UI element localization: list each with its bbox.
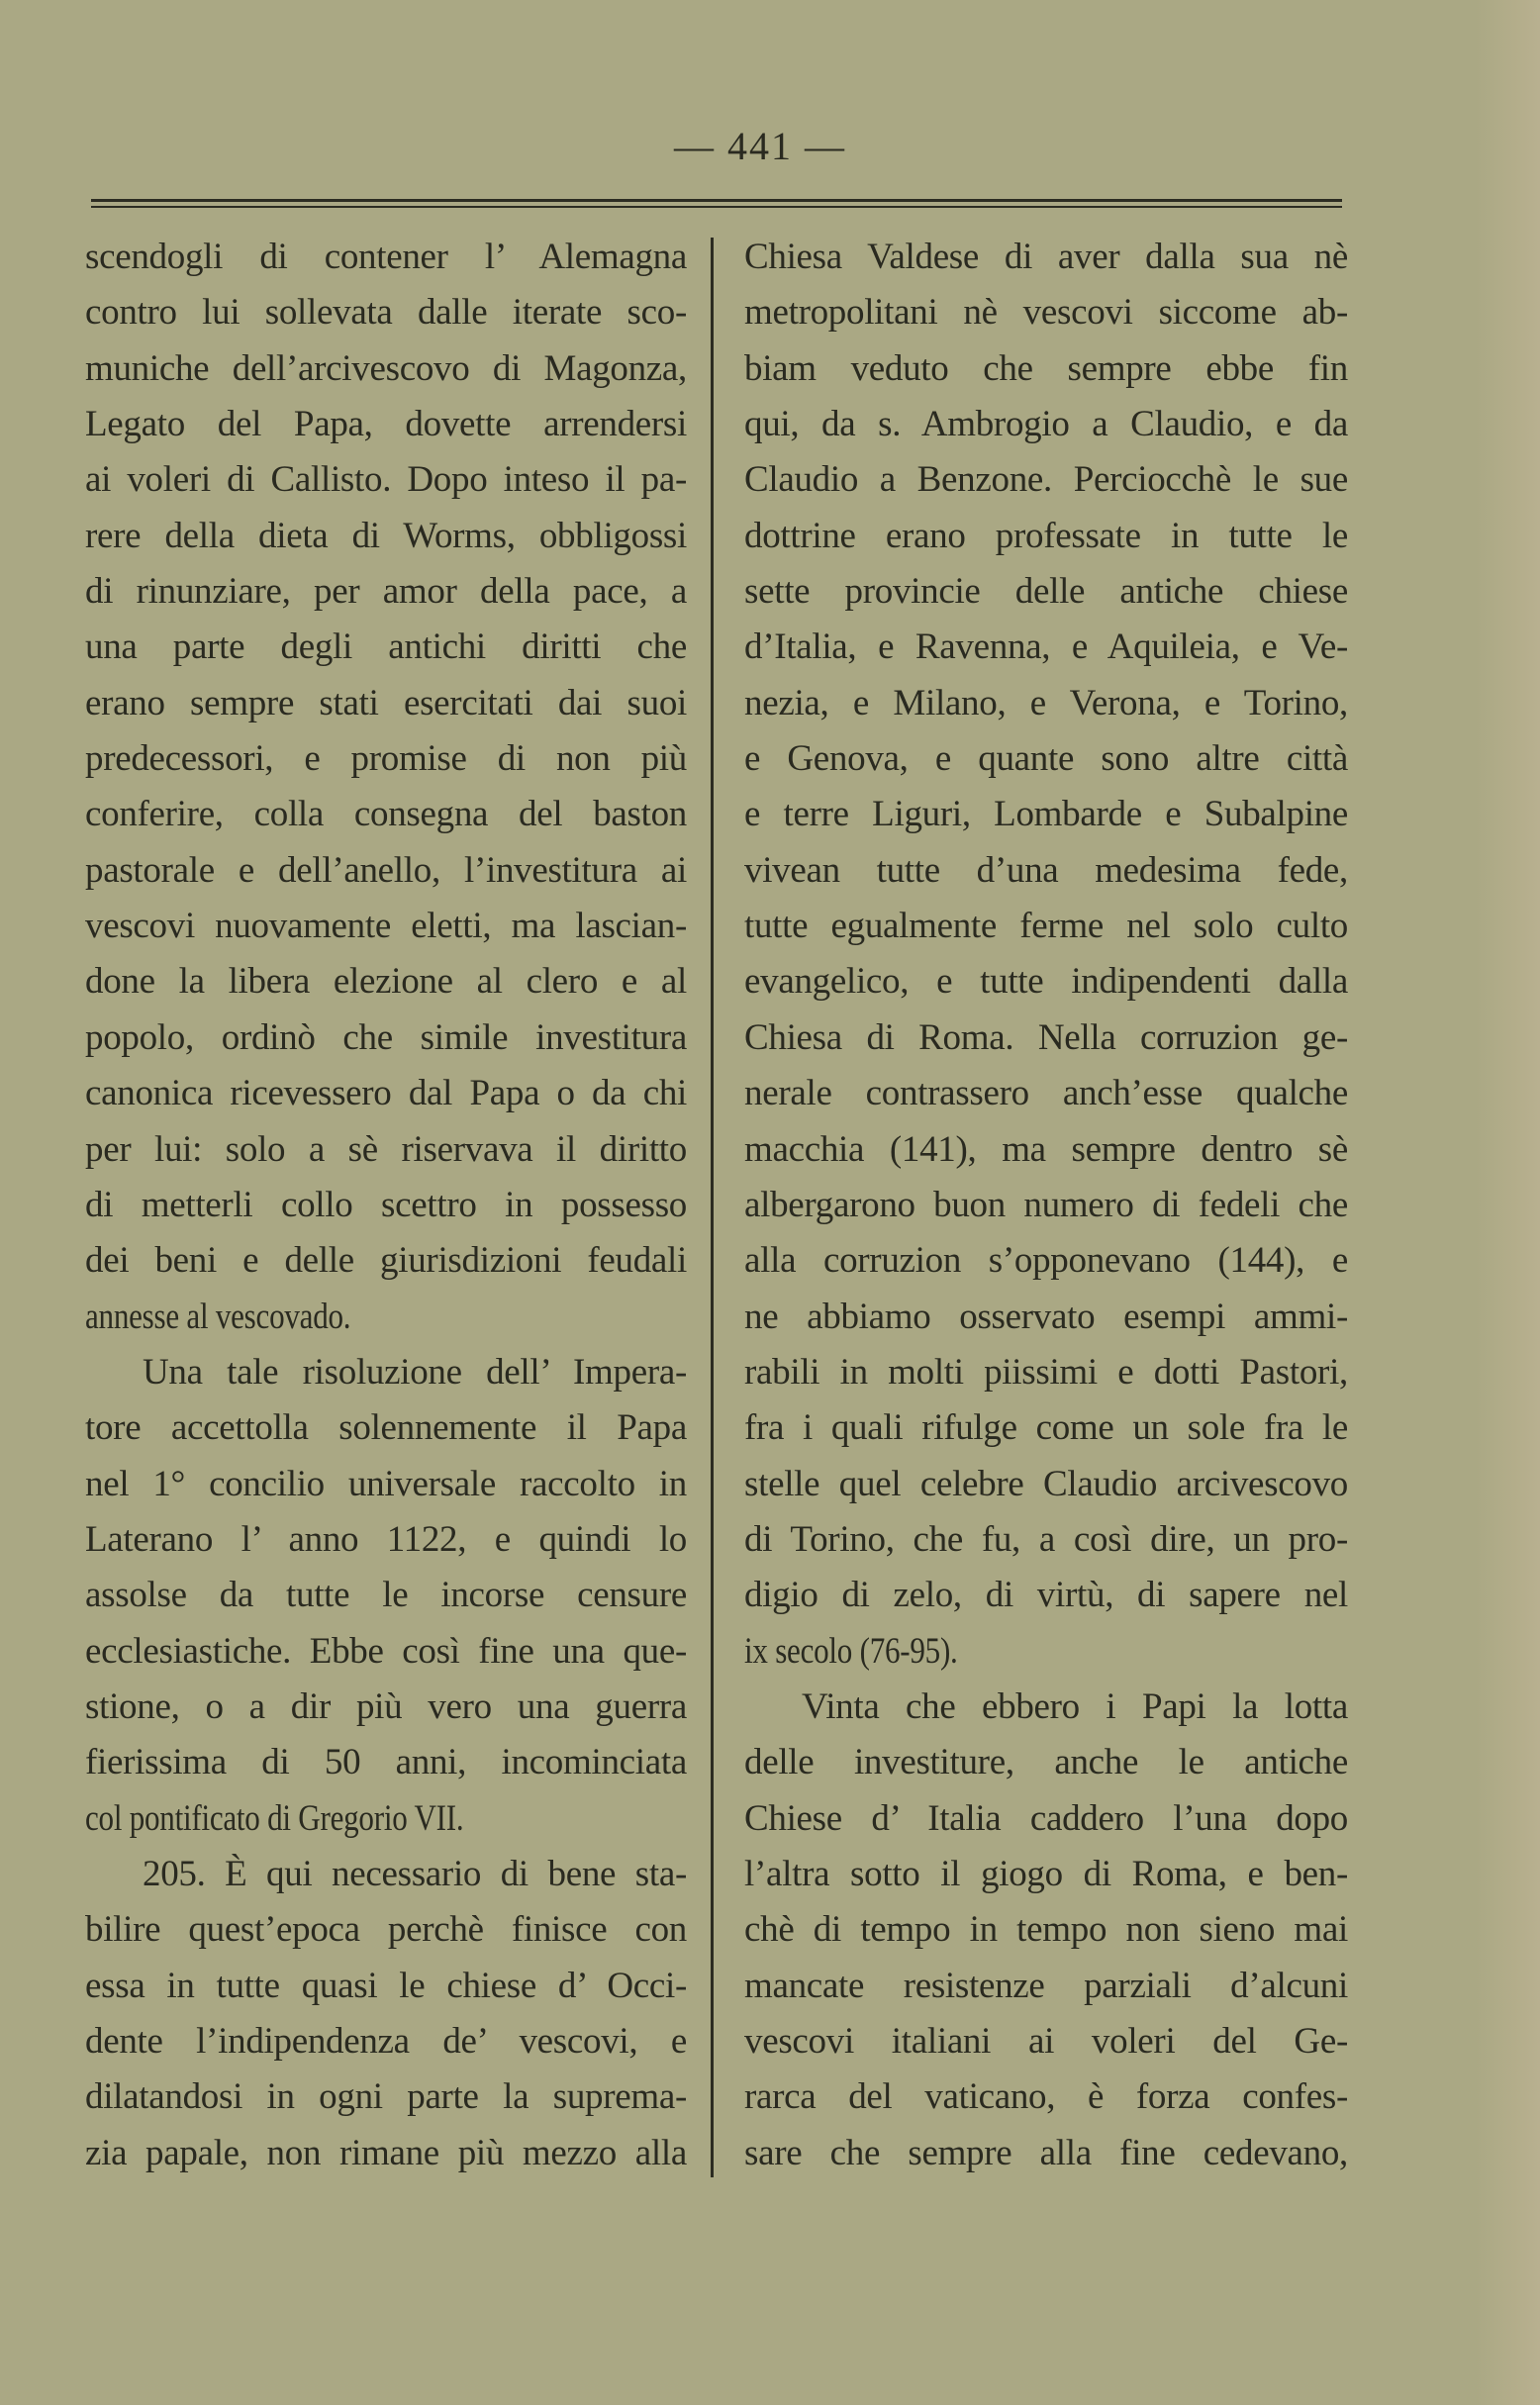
header-rule-top	[91, 199, 1342, 202]
text-line: erano sempre stati esercitati dai suoi	[85, 682, 687, 723]
text-line: delle investiture, anche le antiche	[744, 1742, 1348, 1783]
text-line: ai voleri di Callisto. Dopo inteso il pa-	[85, 459, 687, 501]
text-line: assolse da tutte le incorse censure	[85, 1575, 687, 1616]
page-edge	[1475, 0, 1540, 2405]
text-line: Chiesa Valdese di aver dalla sua nè	[744, 237, 1348, 277]
text-line: conferire, colla consegna del baston	[85, 794, 687, 835]
text-line: 205. È qui necessario di bene sta-	[143, 1853, 687, 1894]
text-line: rarca del vaticano, è forza confes-	[744, 2076, 1348, 2118]
left-column	[85, 230, 687, 2181]
text-line: pastorale e dell’anello, l’investitura ai	[85, 849, 687, 891]
text-line: di metterli collo scettro in possesso	[85, 1184, 687, 1225]
text-line: popolo, ordinò che simile investitura	[85, 1016, 687, 1058]
text-line: biam veduto che sempre ebbe fin	[744, 347, 1348, 389]
text-line: bilire quest’epoca perchè finisce con	[85, 1909, 687, 1951]
text-line: dottrine erano professate in tutte le	[744, 515, 1348, 556]
text-line: una parte degli antichi diritti che	[85, 626, 687, 668]
text-line: vivean tutte d’una medesima fede,	[744, 849, 1348, 891]
text-line: e Genova, e quante sono altre città	[744, 738, 1348, 780]
text-line: nel 1° concilio universale raccolto in	[85, 1463, 687, 1504]
text-line: vescovi nuovamente eletti, ma lascian-	[85, 906, 687, 947]
text-line: nezia, e Milano, e Verona, e Torino,	[744, 682, 1348, 723]
column-divider	[711, 238, 714, 2177]
text-line: stione, o a dir più vero una guerra	[85, 1685, 687, 1727]
text-line: chè di tempo in tempo non sieno mai	[744, 1909, 1348, 1951]
text-line: tutte egualmente ferme nel solo culto	[744, 906, 1348, 947]
text-line: predecessori, e promise di non più	[85, 738, 687, 780]
text-line: done la libera elezione al clero e al	[85, 961, 687, 1003]
text-line: Vinta che ebbero i Papi la lotta	[802, 1685, 1348, 1727]
text-line: dei beni e delle giurisdizioni feudali	[85, 1240, 687, 1282]
text-line: rabili in molti piissimi e dotti Pastori,	[744, 1351, 1348, 1393]
text-line: e terre Liguri, Lombarde e Subalpine	[744, 794, 1348, 835]
text-line: contro lui sollevata dalle iterate sco-	[85, 292, 687, 334]
text-line: dente l’indipendenza de’ vescovi, e	[85, 2021, 687, 2062]
text-line: dilatandosi in ogni parte la suprema-	[85, 2076, 687, 2118]
text-line: nerale contrassero anch’esse qualche	[744, 1073, 1348, 1114]
text-line: sare che sempre alla fine cedevano,	[744, 2132, 1348, 2173]
text-line: tore accettolla solennemente il Papa	[85, 1407, 687, 1449]
text-line: zia papale, non rimane più mezzo alla	[85, 2132, 687, 2173]
text-line: macchia (141), ma sempre dentro sè	[744, 1128, 1348, 1170]
text-line: fra i quali rifulge come un sole fra le	[744, 1407, 1348, 1449]
text-line: di Torino, che fu, a così dire, un pro-	[744, 1518, 1348, 1560]
text-line: evangelico, e tutte indipendenti dalla	[744, 961, 1348, 1003]
text-line: fierissima di 50 anni, incominciata	[85, 1742, 687, 1783]
text-line: sette provincie delle antiche chiese	[744, 571, 1348, 613]
text-line: ecclesiastiche. Ebbe così fine una que-	[85, 1630, 687, 1672]
text-line: canonica ricevessero dal Papa o da chi	[85, 1073, 687, 1114]
text-line: essa in tutte quasi le chiese d’ Occi-	[85, 1965, 687, 2006]
header-rule-bottom	[91, 206, 1342, 208]
text-line: Claudio a Benzone. Perciocchè le sue	[744, 459, 1348, 501]
text-line: d’Italia, e Ravenna, e Aquileia, e Ve-	[744, 626, 1348, 668]
text-line: Una tale risoluzione dell’ Impera-	[143, 1351, 687, 1393]
text-line: mancate resistenze parziali d’alcuni	[744, 1965, 1348, 2006]
text-line: Chiese d’ Italia caddero l’una dopo	[744, 1797, 1348, 1839]
text-line: scendogli di contener l’ Alemagna	[85, 237, 687, 277]
text-line: rere della dieta di Worms, obbligossi	[85, 515, 687, 556]
text-line: ne abbiamo osservato esempi ammi-	[744, 1296, 1348, 1337]
text-line: Chiesa di Roma. Nella corruzion ge-	[744, 1016, 1348, 1058]
text-line: col pontificato di Gregorio VII.	[85, 1797, 464, 1839]
text-line: di rinunziare, per amor della pace, a	[85, 571, 687, 613]
text-line: qui, da s. Ambrogio a Claudio, e da	[744, 404, 1348, 445]
text-line: l’altra sotto il giogo di Roma, e ben-	[744, 1853, 1348, 1894]
text-line: vescovi italiani ai voleri del Ge-	[744, 2021, 1348, 2062]
text-line: metropolitani nè vescovi siccome ab-	[744, 292, 1348, 334]
text-line: digio di zelo, di virtù, di sapere nel	[744, 1575, 1348, 1616]
text-line: albergarono buon numero di fedeli che	[744, 1184, 1348, 1225]
right-column	[744, 230, 1348, 2181]
text-line: annesse al vescovado.	[85, 1296, 351, 1337]
text-line: muniche dell’arcivescovo di Magonza,	[85, 347, 687, 389]
text-line: alla corruzion s’opponevano (144), e	[744, 1240, 1348, 1282]
page-number: — 441 —	[674, 124, 846, 168]
text-line: Laterano l’ anno 1122, e quindi lo	[85, 1518, 687, 1560]
text-line: ix secolo (76-95).	[744, 1630, 958, 1672]
text-line: Legato del Papa, dovette arrendersi	[85, 404, 687, 445]
text-line: per lui: solo a sè riservava il diritto	[85, 1128, 687, 1170]
text-line: stelle quel celebre Claudio arcivescovo	[744, 1463, 1348, 1504]
